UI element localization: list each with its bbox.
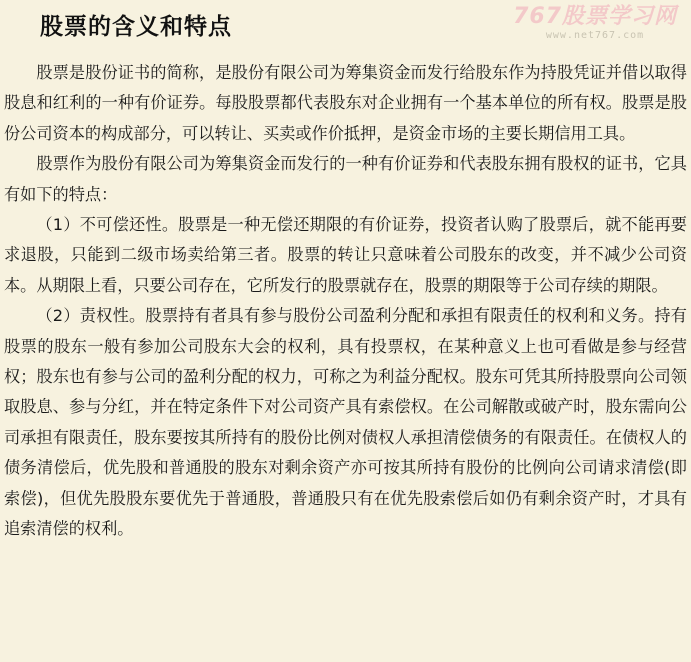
document-body bbox=[4, 58, 687, 545]
paragraph-intro-features: 股票作为股份有限公司为筹集资金而发行的一种有价证券和代表股东拥有股权的证书，它具有如下的特点： bbox=[4, 154, 687, 204]
paragraph-definition: 股票是股份证书的简称，是股份有限公司为筹集资金而发行给股东作为持股凭证并借以取得股息和红利的一种有价证券。每股股票都代表股东对企业拥有一个基本单位的所有权。股票是股份公司资本的构成部分，可以转让、买卖或作价抵押，是资金市场的主要长期信用工具。 bbox=[4, 63, 687, 143]
page-title: 股票的含义和特点 bbox=[40, 14, 232, 40]
watermark-brand: 767股票学习网 bbox=[513, 4, 677, 29]
paragraph-feature-rights: （2）责权性。股票持有者具有参与股份公司盈利分配和承担有限责任的权利和义务。持有股票的股东一般有参加公司股东大会的权利，具有投票权，在某种意义上也可看做是参与经营权；股东也有参与公司的盈利分配的权力，可称之为利益分配权。股东可凭其所持股票向公司领取股息、参与分红，并在特定条件下对公司资产具有索偿权。在公司解散或破产时，股东需向公司承担有限责任，股东要按其所持有的股份比例对债权人承担清偿债务的有限责任。在债权人的债务清偿后，优先股和普通股的股东对剩余资产亦可按其所持有股份的比例向公司请求清偿(即索偿)，但优先股股东要优先于普通股，普通股只有在优先股索偿后如仍有剩余资产时，才具有追索清偿的权利。 bbox=[4, 306, 687, 539]
watermark-url: www.net767.com bbox=[545, 30, 645, 41]
watermark bbox=[513, 4, 677, 42]
paragraph-feature-irredeemable: （1）不可偿还性。股票是一种无偿还期限的有价证券，投资者认购了股票后，就不能再要求退股，只能到二级市场卖给第三者。股票的转让只意味着公司股东的改变，并不减少公司资本。从期限上看，只要公司存在，它所发行的股票就存在，股票的期限等于公司存续的期限。 bbox=[4, 215, 687, 295]
